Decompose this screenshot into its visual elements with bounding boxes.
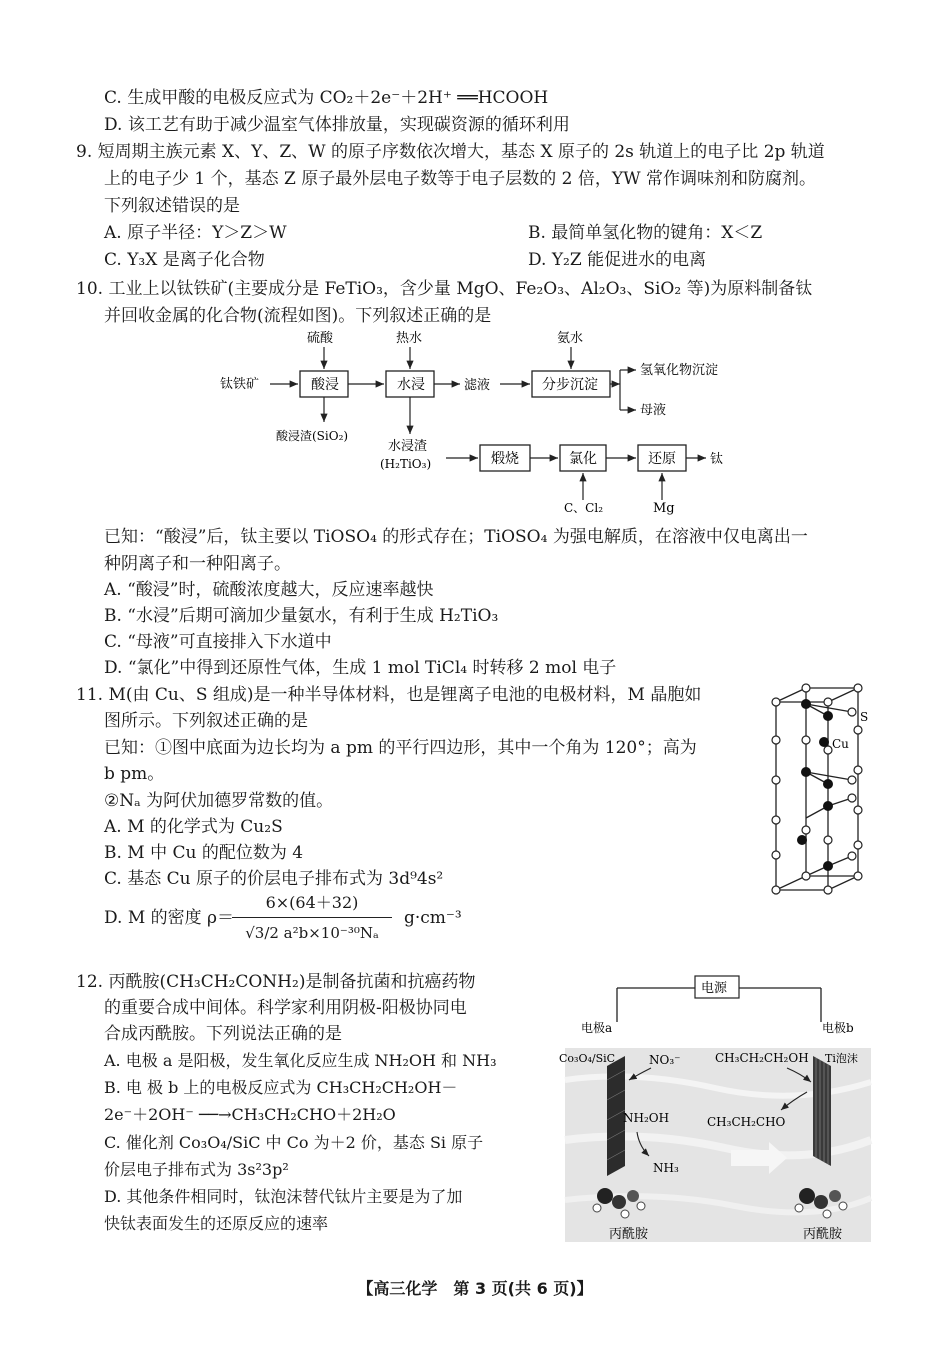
electrode-a-label: 电极a: [581, 1021, 613, 1035]
flow-titanium: 钛: [710, 452, 724, 467]
propanal-label: CH₃CH₂CHO: [707, 1115, 786, 1129]
q11-known-line2: b pm。: [104, 764, 165, 784]
hydroxylamine-label: NH₂OH: [623, 1111, 670, 1125]
q10-known-line2: 种阴离子和一种阳离子。: [104, 554, 291, 574]
q11-density-numerator: 6×(64＋32): [265, 893, 359, 912]
q11-option-a: A. M 的化学式为 Cu₂S: [104, 817, 283, 837]
q11-option-b: B. M 中 Cu 的配位数为 4: [104, 843, 304, 863]
q12-stem-line1: 12. 丙酰胺(CH₃CH₂CONH₂)是制备抗菌和抗癌药物: [76, 972, 476, 992]
q9-option-d: D. Y₂Z 能促进水的电离: [528, 250, 707, 270]
q12-option-c-line1: C. 催化剂 Co₃O₄/SiC 中 Co 为＋2 价，基态 Si 原子: [104, 1133, 484, 1152]
q12-stem-line3: 合成丙酰胺。下列说法正确的是: [104, 1024, 342, 1044]
flow-sulfuric: 硫酸: [307, 331, 334, 346]
flow-ore: 钛铁矿: [220, 377, 260, 392]
page-footer: 【高三化学 第 3 页(共 6 页)】: [357, 1279, 593, 1298]
propanamide-left-label: 丙酰胺: [609, 1227, 649, 1242]
flow-water-residue-formula: (H₂TiO₃): [380, 457, 432, 471]
propanol-label: CH₃CH₂CH₂OH: [715, 1051, 809, 1065]
q12-stem-line2: 的重要合成中间体。科学家利用阴极-阳极协同电: [104, 998, 467, 1018]
q8-option-c: C. 生成甲酸的电极反应式为 CO₂＋2e⁻＋2H⁺ ══HCOOH: [104, 88, 549, 108]
q12-option-b-line1: B. 电 极 b 上的电极反应式为 CH₃CH₂CH₂OH－: [104, 1078, 458, 1097]
q11-known-line3: ②Nₐ 为阿伏加德罗常数的值。: [104, 791, 334, 811]
flow-water-residue: 水浸渣: [388, 439, 428, 454]
flow-mother: 母液: [640, 403, 667, 418]
propanamide-right-label: 丙酰胺: [803, 1227, 843, 1242]
q12-electrolysis-figure: [555, 970, 877, 1250]
q11-option-c: C. 基态 Cu 原子的价层电子排布式为 3d⁹4s²: [104, 869, 444, 889]
q9-option-c: C. Y₃X 是离子化合物: [104, 250, 265, 270]
q12-option-d-line2: 快钛表面发生的还原反应的速率: [104, 1214, 329, 1233]
q12-option-b-line2: 2e⁻＋2OH⁻ ──→CH₃CH₂CHO＋2H₂O: [104, 1105, 396, 1124]
q9-option-b: B. 最简单氢化物的键角：X＜Z: [528, 223, 763, 243]
flow-precip: 分步沉淀: [542, 377, 598, 393]
nitrate-label: NO₃⁻: [649, 1053, 681, 1067]
flow-hydroxide: 氢氧化物沉淀: [640, 363, 719, 378]
q11-option-d-prefix: D. M 的密度 ρ＝: [104, 908, 235, 928]
q10-option-b: B. “水浸”后期可滴加少量氨水，有利于生成 H₂TiO₃: [104, 606, 499, 626]
ammonia-label: NH₃: [653, 1161, 679, 1175]
flow-chlorinate: 氯化: [569, 451, 597, 467]
q10-option-d: D. “氯化”中得到还原性气体，生成 1 mol TiCl₄ 时转移 2 mol 电子: [104, 658, 617, 678]
electrode-b-label: 电极b: [822, 1021, 854, 1035]
q12-option-d-line1: D. 其他条件相同时，钛泡沫替代钛片主要是为了加: [104, 1187, 463, 1206]
q10-flowchart: [210, 326, 750, 516]
q10-option-c: C. “母液”可直接排入下水道中: [104, 632, 332, 652]
q11-density-denominator: √3/2 a²b×10⁻³⁰Nₐ: [245, 924, 379, 942]
unit-cell-label-cu: Cu: [832, 737, 849, 751]
q9-stem-line3: 下列叙述错误的是: [104, 196, 240, 216]
flow-mg: Mg: [653, 501, 675, 516]
q10-known-line1: 已知：“酸浸”后，钛主要以 TiOSO₄ 的形式存在；TiOSO₄ 为强电解质，在溶液中仅电离出一: [104, 527, 808, 547]
q11-known-line1: 已知：①图中底面为边长均为 a pm 的平行四边形，其中一个角为 120°；高为: [104, 738, 697, 758]
power-source-label: 电源: [701, 981, 728, 996]
flow-hot-water: 热水: [396, 331, 423, 346]
unit-cell-label-s: S: [860, 710, 869, 724]
q11-stem-line2: 图所示。下列叙述正确的是: [104, 711, 308, 731]
q9-option-a: A. 原子半径：Y＞Z＞W: [104, 223, 287, 243]
q8-option-d: D. 该工艺有助于减少温室气体排放量，实现碳资源的循环利用: [104, 115, 570, 135]
q11-stem-line1: 11. M(由 Cu、S 组成)是一种半导体材料，也是锂离子电池的电极材料，M 晶胞如: [76, 685, 702, 705]
q11-fraction-bar: [232, 917, 392, 918]
q9-stem-line2: 上的电子少 1 个，基态 Z 原子最外层电子数等于电子层数的 2 倍，YW 常作调味剂和防腐剂。: [104, 169, 816, 189]
q12-option-c-line2: 价层电子排布式为 3s²3p²: [104, 1160, 289, 1179]
q10-stem-line1: 10. 工业上以钛铁矿(主要成分是 FeTiO₃，含少量 MgO、Fe₂O₃、Al₂O₃、SiO₂ 等)为原料制备钛: [76, 279, 813, 299]
flow-calcine: 煅烧: [491, 451, 519, 467]
flow-reduce: 还原: [648, 451, 676, 467]
q10-stem-line2: 并回收金属的化合物(流程如图)。下列叙述正确的是: [104, 306, 492, 326]
catalyst-b-label: Ti泡沫: [825, 1052, 858, 1065]
flow-water-leach: 水浸: [397, 377, 425, 393]
q12-option-a: A. 电极 a 是阳极，发生氧化反应生成 NH₂OH 和 NH₃: [104, 1051, 497, 1070]
q11-density-unit: g·cm⁻³: [404, 908, 462, 928]
q11-unit-cell-figure: [762, 680, 872, 905]
q10-option-a: A. “酸浸”时，硫酸浓度越大，反应速率越快: [104, 580, 434, 600]
q9-stem-line1: 9. 短周期主族元素 X、Y、Z、W 的原子序数依次增大，基态 X 原子的 2s 轨道上的电子比 2p 轨道: [76, 142, 825, 162]
flow-acid-leach: 酸浸: [311, 377, 339, 393]
flow-acid-residue: 酸浸渣(SiO₂): [276, 429, 349, 443]
flow-c-cl2: C、Cl₂: [564, 501, 604, 515]
catalyst-a-label: Co₃O₄/SiC: [559, 1052, 616, 1065]
flow-filtrate: 滤液: [464, 378, 491, 393]
flow-ammonia: 氨水: [557, 331, 584, 346]
